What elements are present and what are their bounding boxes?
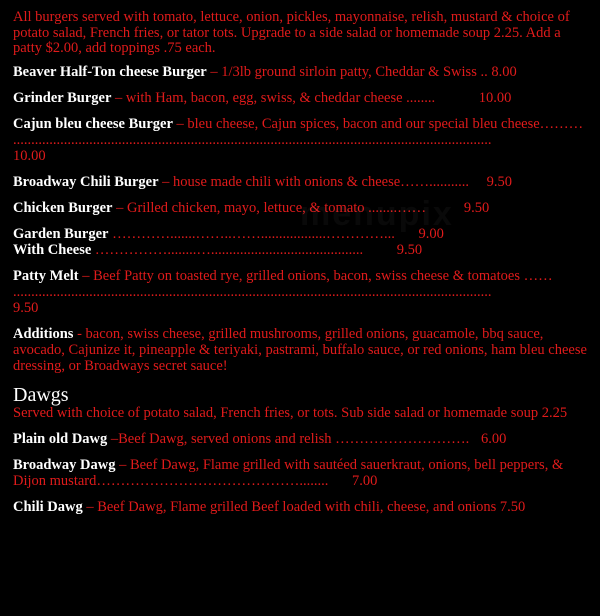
item-dots: .................................................................................................................................... <box>13 131 492 148</box>
item-desc: – Beef Dawg, Flame grilled with sautéed sauerkraut, onions, bell peppers, & Dijon mustard……………………………………........ <box>13 457 564 489</box>
item-price: 10.00 <box>13 147 46 164</box>
item-price: 6.00 <box>480 431 507 447</box>
item-name: Plain old Dawg <box>13 431 108 447</box>
menu-item <box>13 326 588 374</box>
item-desc: – 1/3lb ground sirloin patty, Cheddar & Swiss .. <box>206 63 488 80</box>
menu-item <box>13 268 588 316</box>
burgers-intro: All burgers served with tomato, lettuce, onion, pickles, mayonnaise, relish, mustard & choice of potato salad, French fries, or tator tots. Upgrade to a side salad or homemade soup 2.25. Add a patty $2.00, add toppings .75 each. <box>13 9 570 56</box>
item-price: 10.00 <box>478 89 512 106</box>
menu-item <box>13 457 588 489</box>
item-name: Broadway Chili Burger <box>13 173 159 190</box>
item-desc: – bleu cheese, Cajun spices, bacon and our special bleu cheese……… <box>172 115 584 132</box>
item-desc: – with Ham, bacon, egg, swiss, & cheddar cheese ........ <box>111 89 436 106</box>
item-name: With Cheese <box>13 241 92 258</box>
item-desc: ………….......……..……..................…………... <box>108 225 395 242</box>
item-desc: –Beef Dawg, served onions and relish ………………………. <box>107 431 470 447</box>
menu-item <box>13 64 588 80</box>
section-title: Dawgs <box>13 383 69 406</box>
item-price: 8.00 <box>491 63 517 80</box>
item-name: Chili Dawg <box>13 499 83 515</box>
item-desc: ……………........….......................................... <box>91 241 364 258</box>
item-desc: - bacon, swiss cheese, grilled mushrooms, grilled onions, guacamole, bbq sauce, avocado, Cajunize it, pineapple & teriyaki, pastrami, buffalo sauce, or red onions, ham bleu cheese dressing, or Broadways secret sauce! <box>13 325 587 374</box>
item-price: 9.00 <box>418 225 444 242</box>
item-name: Cajun bleu cheese Burger <box>13 115 173 132</box>
item-dots: .................................................................................................................................... <box>13 283 492 300</box>
item-price: 9.50 <box>396 241 423 258</box>
item-desc: – house made chili with onions & cheese……........... <box>158 173 470 190</box>
item-price: 9.50 <box>486 173 513 190</box>
item-price: 7.00 <box>352 473 378 489</box>
item-name: Broadway Dawg <box>13 457 116 473</box>
item-name: Chicken Burger <box>13 199 113 216</box>
item-desc: – Beef Dawg, Flame grilled Beef loaded with chili, cheese, and onions <box>82 499 497 515</box>
item-price: 9.50 <box>463 199 490 216</box>
item-name: Additions <box>13 325 74 342</box>
item-price: 9.50 <box>13 299 39 316</box>
item-desc: – Beef Patty on toasted rye, grilled onions, bacon, swiss cheese & tomatoes …… <box>78 267 553 284</box>
item-desc: – Grilled chicken, mayo, lettuce, & tomato ........…… <box>112 199 427 216</box>
item-price: 7.50 <box>499 499 526 515</box>
menu-item <box>13 200 588 216</box>
item-name: Garden Burger <box>13 225 109 242</box>
menu-item <box>13 174 588 190</box>
menu-item <box>13 499 588 515</box>
item-name: Grinder Burger <box>13 89 112 106</box>
item-name: Beaver Half-Ton cheese Burger <box>13 63 207 80</box>
item-name: Patty Melt <box>13 267 79 284</box>
menu-item <box>13 431 588 447</box>
menu-item <box>13 226 588 258</box>
menu-item <box>13 116 588 164</box>
section-intro: Served with choice of potato salad, French fries, or tots. Sub side salad or homemade soup 2.25 <box>13 404 568 421</box>
menu-item <box>13 90 588 106</box>
